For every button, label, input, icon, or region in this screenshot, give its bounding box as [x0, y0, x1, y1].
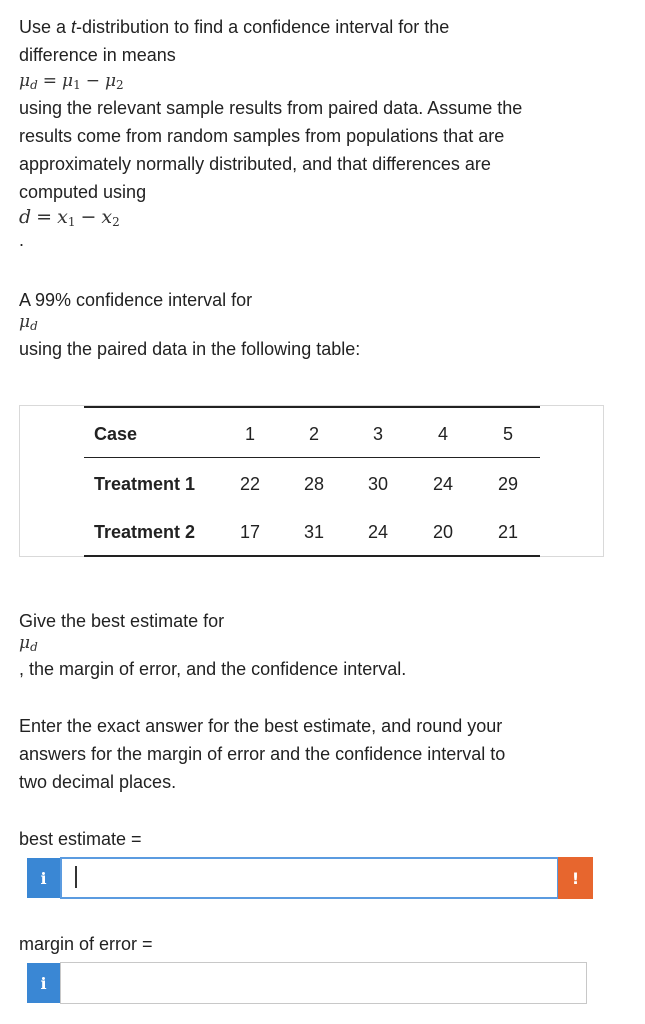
ci-line: A 99% confidence interval for [19, 290, 253, 310]
table-cell: 24 [432, 474, 454, 494]
margin-of-error-label: margin of error = [19, 934, 153, 954]
table-header-1: 1 [244, 424, 255, 444]
table-cell: 21 [497, 522, 519, 542]
give-estimate-line: Give the best estimate for [19, 611, 225, 631]
table-bottom-rule [84, 555, 540, 557]
margin-of-error-input[interactable] [60, 962, 587, 1004]
best-estimate-label: best estimate = [19, 829, 142, 849]
instructions-line3: two decimal places. [19, 772, 177, 792]
table-cell: 28 [303, 474, 325, 494]
formula-mu-difference: $\mu_d = \mu_1 - \mu_2$ [19, 71, 124, 92]
table-cell: 22 [239, 474, 261, 494]
table-top-rule [84, 406, 540, 408]
table-header-rule [84, 457, 540, 458]
question-body-line2: results come from random samples from populations that are [19, 126, 505, 146]
table-cell: 24 [367, 522, 389, 542]
instructions-line2: answers for the margin of error and the confidence interval to [19, 744, 506, 764]
table-header-5: 5 [502, 424, 513, 444]
table-header-4: 4 [437, 424, 448, 444]
table-row-label-treatment2: Treatment 2 [94, 522, 196, 542]
formula-d-difference: $d = x_1 - x_2$ [19, 206, 120, 229]
table-intro: using the paired data in the following table: [19, 339, 361, 359]
question-intro-line1: Use a t-distribution to find a confidence interval for the [19, 17, 450, 37]
table-header-case: Case [94, 424, 138, 444]
instructions-line1: Enter the exact answer for the best estimate, and round your [19, 716, 503, 736]
table-cell: 20 [432, 522, 454, 542]
table-cell: 31 [303, 522, 325, 542]
table-cell: 30 [367, 474, 389, 494]
info-icon[interactable]: i [27, 858, 60, 898]
table-header-3: 3 [372, 424, 383, 444]
text-caret [75, 866, 77, 888]
table-header-2: 2 [308, 424, 319, 444]
info-icon[interactable]: i [27, 963, 60, 1003]
question-body-line3: approximately normally distributed, and that differences are [19, 154, 491, 174]
question-intro-line2: difference in means [19, 45, 176, 65]
best-estimate-input[interactable] [60, 857, 559, 899]
warning-icon[interactable]: ! [558, 857, 593, 899]
mu-d-symbol-2: $\mu_d$ [19, 633, 38, 654]
mu-d-symbol: $\mu_d$ [19, 312, 38, 333]
table-cell: 29 [497, 474, 519, 494]
table-row-label-treatment1: Treatment 1 [94, 474, 196, 494]
margin-ci-line: , the margin of error, and the confidence interval. [19, 659, 407, 679]
table-cell: 17 [239, 522, 261, 542]
question-body-line4: computed using [19, 182, 147, 202]
period-mark: . [19, 230, 25, 250]
question-body-line1: using the relevant sample results from paired data. Assume the [19, 98, 523, 118]
